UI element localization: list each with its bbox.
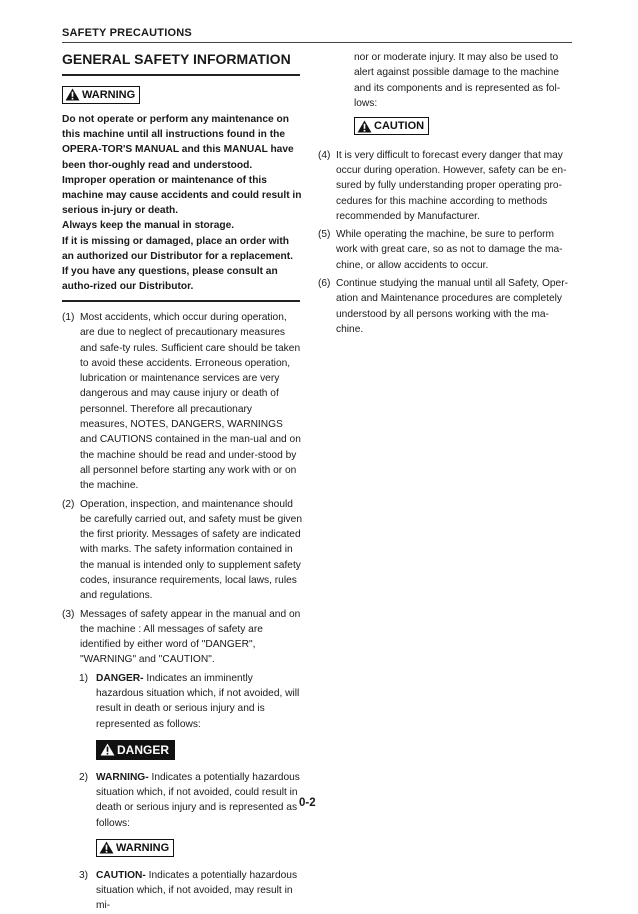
list-item xyxy=(62,607,302,668)
warning-triangle-icon xyxy=(99,841,114,854)
list-item xyxy=(62,310,302,494)
sub-item-text: Indicates a potentially hazardous situation which, if not avoided, may result in mi- xyxy=(96,869,298,912)
caution-continuation: nor or moderate injury. It may also be used to alert against possible damage to the machine and its components and is represented as fol-lows: xyxy=(354,52,561,109)
numbered-list xyxy=(62,310,302,914)
list-item xyxy=(318,227,573,273)
warning-text xyxy=(62,112,302,294)
item-text: Most accidents, which occur during operation, are due to neglect of precautionary measures and safe-ty rules. Sufficient care should be taken to avoid these accidents. Erroneous operation, lubrication or maintenance services are very dangerous and may cause injury or death of personnel. Therefore all precautionary measures, NOTES, DANGERS, WARNINGS and CAUTIONS contained in the man-ual and on the machine should be read and under-stood by all personnel before starting any work with or on the machine. xyxy=(80,311,301,492)
caution-badge-label: CAUTION xyxy=(374,120,425,133)
section-divider xyxy=(62,74,300,76)
sub-item-label: WARNING- xyxy=(96,771,149,783)
sub-item-label: DANGER- xyxy=(96,672,144,684)
page-number: 0-2 xyxy=(299,797,316,809)
sub-item-warning xyxy=(62,770,302,831)
danger-badge-row xyxy=(96,740,302,762)
left-column xyxy=(62,50,302,914)
sub-item-text: Indicates an imminently hazardous situation which, if not avoided, will result in death or serious injury and is represented as follows: xyxy=(96,672,300,730)
sub-item-number: 1) xyxy=(79,672,89,684)
right-column xyxy=(318,50,573,340)
warning-divider xyxy=(62,300,300,302)
item-number: (5) xyxy=(318,229,331,241)
item-text: Messages of safety appear in the manual and on the machine : All messages of safety are identified by either word of "DANGER", "WARNING" and "CAUTION". xyxy=(80,608,301,666)
warning-paragraph: Do not operate or perform any maintenance on this machine until all instructions found in the OPERA-TOR'S MANUAL and this MANUAL have been thor-oughly read and understood. xyxy=(62,114,294,171)
warning-block xyxy=(62,86,302,295)
danger-badge-label: DANGER xyxy=(117,742,170,757)
item-number: (1) xyxy=(62,311,75,323)
warning-paragraph: Improper operation or maintenance of this machine may cause accidents and could result in serious in-jury or death. xyxy=(62,174,302,217)
numbered-list xyxy=(318,148,573,338)
item-text: It is very difficult to forecast every danger that may occur during operation. However, safety can be en-sured by fully understanding proper operating pro-cedures for this machine according to methods recommended by Manufacturer. xyxy=(336,149,567,222)
list-item xyxy=(318,148,573,224)
header-divider xyxy=(62,42,572,43)
warning-badge xyxy=(96,839,174,857)
warning-triangle-icon xyxy=(65,88,80,101)
item-number: (3) xyxy=(62,608,75,620)
item-text: Continue studying the manual until all Safety, Oper-ation and Maintenance procedures are completely understood by all persons working with the ma-chine. xyxy=(336,278,568,335)
running-header: SAFETY PRECAUTIONS xyxy=(62,27,192,39)
sub-item-label: CAUTION- xyxy=(96,869,146,881)
sub-item-number: 3) xyxy=(79,869,89,881)
item-text: While operating the machine, be sure to perform work with great care, so as not to damage the ma-chine, or allow accidents to occur. xyxy=(336,229,563,271)
sub-item-danger xyxy=(62,671,302,732)
warning-paragraph: If it is missing or damaged, place an order with an authorized our Distributor for a replacement. xyxy=(62,235,293,262)
caution-badge-row xyxy=(354,117,573,138)
warning-badge-row xyxy=(96,839,302,860)
item-number: (2) xyxy=(62,498,75,510)
item-number: (6) xyxy=(318,278,331,290)
list-item xyxy=(62,497,302,604)
item-number: (4) xyxy=(318,149,331,161)
warning-paragraph: If you have any questions, please consult an autho-rized our Distributor. xyxy=(62,266,278,293)
caution-triangle-icon xyxy=(357,120,372,133)
warning-badge-label: WARNING xyxy=(116,841,170,854)
list-item xyxy=(318,276,573,337)
caution-badge xyxy=(354,117,429,135)
section-title: GENERAL SAFETY INFORMATION xyxy=(62,51,291,67)
item-text: Operation, inspection, and maintenance should be carefully carried out, and safety must be given the first priority. Messages of safety are indicated with marks. The safety information contained in the manual is intended only to supplement safety codes, insurance requirements, local laws, rules and regulations. xyxy=(80,498,302,602)
danger-badge xyxy=(96,740,175,760)
sub-item-caution xyxy=(62,868,302,914)
warning-badge xyxy=(62,86,140,104)
warning-paragraph: Always keep the manual in storage. xyxy=(62,220,235,232)
warning-badge-label: WARNING xyxy=(82,88,136,101)
danger-triangle-icon xyxy=(100,743,115,756)
sub-item-text: Indicates a potentially hazardous situation which, if not avoided, could result in death or serious injury and is represented as follows: xyxy=(96,771,300,829)
sub-item-number: 2) xyxy=(79,771,89,783)
